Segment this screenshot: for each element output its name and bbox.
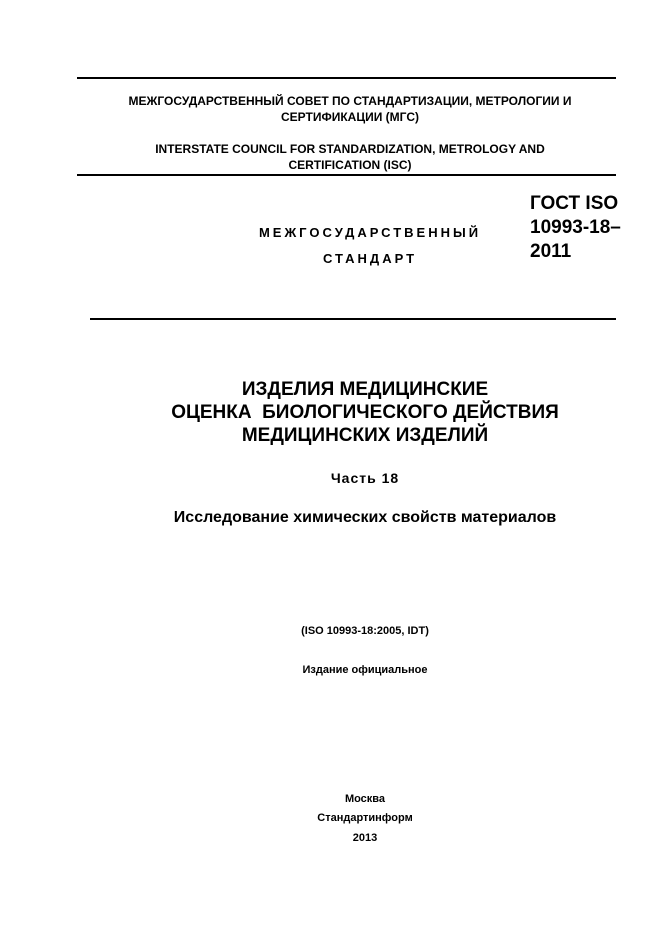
designation-line: 2011 xyxy=(530,241,572,262)
subtitle: Исследование химических свойств материалов xyxy=(173,509,557,526)
designation-line: ГОСТ ISO xyxy=(530,193,619,214)
council-ru xyxy=(70,93,630,125)
gost-designation xyxy=(530,192,621,264)
iso-reference: (ISO 10993-18:2005, IDT) xyxy=(301,625,429,637)
title-line: МЕДИЦИНСКИХ ИЗДЕЛИЙ xyxy=(241,425,489,446)
header-rule xyxy=(90,318,616,320)
council-en xyxy=(70,141,630,173)
edition: Издание официальное xyxy=(302,664,428,676)
council-rule xyxy=(77,174,616,176)
standard-type-line1: МЕЖГОСУДАРСТВЕННЫЙ xyxy=(258,225,482,240)
title-line: ИЗДЕЛИЯ МЕДИЦИНСКИЕ xyxy=(241,379,489,400)
council-ru-line: СЕРТИФИКАЦИИ (МГС) xyxy=(281,110,419,124)
part-number: Часть 18 xyxy=(330,470,400,486)
publisher: Стандартинформ xyxy=(317,812,413,824)
designation-line: 10993-18– xyxy=(530,217,621,238)
standard-type-line2: СТАНДАРТ xyxy=(322,251,418,266)
title-line: ОЦЕНКА БИОЛОГИЧЕСКОГО ДЕЙСТВИЯ xyxy=(171,402,559,423)
document-title xyxy=(100,378,630,447)
top-rule xyxy=(77,77,616,79)
council-en-line: INTERSTATE COUNCIL FOR STANDARDIZATION, METROLOGY AND xyxy=(155,142,545,156)
city: Москва xyxy=(344,793,386,805)
year: 2013 xyxy=(352,832,378,844)
council-en-line: CERTIFICATION (ISC) xyxy=(288,158,412,172)
council-ru-line: МЕЖГОСУДАРСТВЕННЫЙ СОВЕТ ПО СТАНДАРТИЗАЦИИ, МЕТРОЛОГИИ И xyxy=(128,94,572,108)
